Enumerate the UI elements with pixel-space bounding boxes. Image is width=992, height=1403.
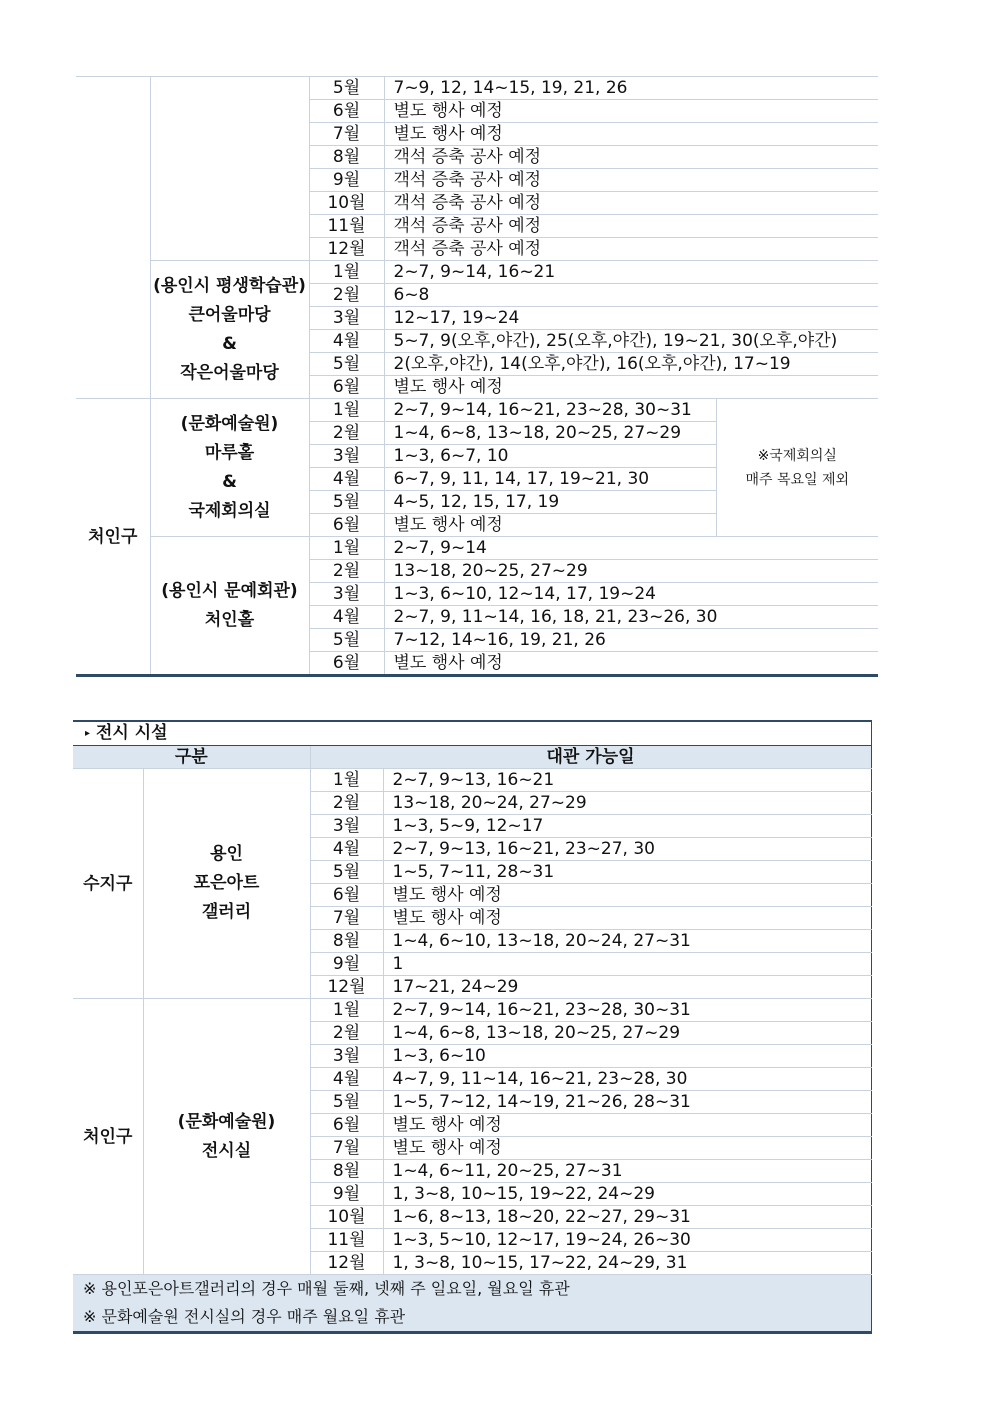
month-cell: 6월: [309, 376, 384, 399]
venue-name-line: 처인홀: [204, 609, 255, 630]
venue-name-line: &: [222, 333, 237, 354]
venue-note: [716, 399, 878, 537]
footnote: ※ 문화예술원 전시실의 경우 매주 월요일 휴관: [73, 1303, 871, 1333]
month-cell: 6월: [309, 100, 384, 123]
dates-cell: 별도 행사 예정: [384, 652, 878, 676]
dates-cell: 2~7, 9~14, 16~21: [384, 261, 878, 284]
dates-cell: 13~18, 20~24, 27~29: [383, 792, 871, 815]
header-category: 구분: [73, 746, 310, 769]
venue-name-line: (문화예술원): [180, 413, 279, 434]
footnote: ※ 용인포은아트갤러리의 경우 매월 둘째, 넷째 주 일요일, 월요일 휴관: [73, 1275, 871, 1304]
venue-name: [150, 399, 309, 537]
dates-cell: 1~3, 6~10, 12~14, 17, 19~24: [384, 583, 878, 606]
month-cell: 2월: [309, 284, 384, 307]
month-cell: 1월: [310, 769, 383, 792]
dates-cell: 1~5, 7~11, 28~31: [383, 861, 871, 884]
venue-name-line: 갤러리: [201, 902, 252, 922]
header-dates: 대관 가능일: [310, 746, 871, 769]
venue-note-line: ※국제회의실: [757, 447, 837, 464]
venue-name-line: 국제회의실: [188, 500, 271, 521]
month-cell: 7월: [310, 907, 383, 930]
dates-cell: 별도 행사 예정: [383, 1114, 871, 1137]
dates-cell: 1~3, 6~10: [383, 1045, 871, 1068]
month-cell: 3월: [309, 445, 384, 468]
month-cell: 4월: [309, 468, 384, 491]
dates-cell: 6~7, 9, 11, 14, 17, 19~21, 30: [384, 468, 716, 491]
month-cell: 9월: [310, 1183, 383, 1206]
month-cell: 3월: [310, 1045, 383, 1068]
month-cell: 11월: [309, 215, 384, 238]
dates-cell: 별도 행사 예정: [383, 1137, 871, 1160]
venue-name: [143, 769, 310, 999]
month-cell: 4월: [309, 330, 384, 353]
district-name: 처인구: [76, 399, 150, 676]
venue-name-line: (용인시 평생학습관): [153, 275, 306, 296]
month-cell: 5월: [309, 491, 384, 514]
table-row: [76, 399, 878, 422]
venue-note-line: 매주 목요일 제외: [745, 471, 850, 488]
month-cell: 2월: [309, 560, 384, 583]
footnote-row: [73, 1275, 871, 1304]
month-cell: 4월: [309, 606, 384, 629]
dates-cell: 2~7, 9~13, 16~21: [383, 769, 871, 792]
table-row: [73, 999, 871, 1022]
month-cell: 9월: [310, 953, 383, 976]
dates-cell: 2(오후,야간), 14(오후,야간), 16(오후,야간), 17~19: [384, 353, 878, 376]
dates-cell: 1~3, 6~7, 10: [384, 445, 716, 468]
venue-name-line: 용인: [210, 844, 243, 864]
dates-cell: 2~7, 9, 11~14, 16, 18, 21, 23~26, 30: [384, 606, 878, 629]
month-cell: 10월: [309, 192, 384, 215]
month-cell: 1월: [309, 261, 384, 284]
dates-cell: 5~7, 9(오후,야간), 25(오후,야간), 19~21, 30(오후,야간): [384, 330, 878, 353]
venue-name-line: 포은아트: [193, 873, 260, 893]
month-cell: 4월: [310, 838, 383, 861]
month-cell: 11월: [310, 1229, 383, 1252]
month-cell: 1월: [309, 399, 384, 422]
table-row: [76, 77, 878, 100]
venue-name: [150, 537, 309, 676]
month-cell: 7월: [310, 1137, 383, 1160]
month-cell: 5월: [309, 77, 384, 100]
table-row: [73, 769, 871, 792]
district-name: 수지구: [73, 769, 143, 999]
dates-cell: 객석 증축 공사 예정: [384, 146, 878, 169]
performance-schedule-table: [76, 76, 878, 677]
dates-cell: 12~17, 19~24: [384, 307, 878, 330]
venue-name: [150, 261, 309, 399]
venue-name-line: 전시실: [201, 1140, 252, 1161]
dates-cell: 1: [383, 953, 871, 976]
month-cell: 8월: [309, 146, 384, 169]
month-cell: 12월: [309, 238, 384, 261]
dates-cell: 객석 증축 공사 예정: [384, 215, 878, 238]
month-cell: 8월: [310, 1160, 383, 1183]
dates-cell: 7~12, 14~16, 19, 21, 26: [384, 629, 878, 652]
dates-cell: 1, 3~8, 10~15, 17~22, 24~29, 31: [383, 1252, 871, 1275]
exhibition-schedule-table: [73, 720, 872, 1334]
section-title-text: 전시 시설: [95, 723, 168, 743]
bullet-icon: ▸: [85, 728, 91, 739]
dates-cell: 4~7, 9, 11~14, 16~21, 23~28, 30: [383, 1068, 871, 1091]
dates-cell: 1~6, 8~13, 18~20, 22~27, 29~31: [383, 1206, 871, 1229]
dates-cell: 별도 행사 예정: [383, 884, 871, 907]
dates-cell: 2~7, 9~14: [384, 537, 878, 560]
dates-cell: 객석 증축 공사 예정: [384, 192, 878, 215]
dates-cell: 2~7, 9~14, 16~21, 23~28, 30~31: [383, 999, 871, 1022]
month-cell: 5월: [309, 353, 384, 376]
month-cell: 2월: [309, 422, 384, 445]
table-row: [76, 261, 878, 284]
footnote-row: [73, 1303, 871, 1333]
month-cell: 12월: [310, 976, 383, 999]
venue-name-line: &: [222, 471, 237, 492]
venue-name-line: 큰어울마당: [188, 304, 271, 325]
dates-cell: 객석 증축 공사 예정: [384, 169, 878, 192]
dates-cell: 1~5, 7~12, 14~19, 21~26, 28~31: [383, 1091, 871, 1114]
month-cell: 6월: [310, 1114, 383, 1137]
dates-cell: 17~21, 24~29: [383, 976, 871, 999]
venue-name-line: 작은어울마당: [180, 362, 279, 383]
dates-cell: 2~7, 9~14, 16~21, 23~28, 30~31: [384, 399, 716, 422]
section-title: [73, 721, 871, 746]
month-cell: 7월: [309, 123, 384, 146]
month-cell: 12월: [310, 1252, 383, 1275]
dates-cell: 별도 행사 예정: [383, 907, 871, 930]
month-cell: 1월: [310, 999, 383, 1022]
venue-name-line: (문화예술원): [177, 1111, 276, 1132]
dates-cell: 별도 행사 예정: [384, 100, 878, 123]
month-cell: 5월: [310, 861, 383, 884]
dates-cell: 1~4, 6~8, 13~18, 20~25, 27~29: [384, 422, 716, 445]
month-cell: 2월: [310, 792, 383, 815]
month-cell: 4월: [310, 1068, 383, 1091]
month-cell: 6월: [309, 514, 384, 537]
dates-cell: 1~3, 5~10, 12~17, 19~24, 26~30: [383, 1229, 871, 1252]
month-cell: 6월: [309, 652, 384, 676]
dates-cell: 별도 행사 예정: [384, 123, 878, 146]
district-name: 처인구: [73, 999, 143, 1275]
month-cell: 5월: [310, 1091, 383, 1114]
month-cell: 1월: [309, 537, 384, 560]
dates-cell: 4~5, 12, 15, 17, 19: [384, 491, 716, 514]
table-row: [76, 537, 878, 560]
dates-cell: 별도 행사 예정: [384, 376, 878, 399]
dates-cell: 1~4, 6~10, 13~18, 20~24, 27~31: [383, 930, 871, 953]
month-cell: 8월: [310, 930, 383, 953]
dates-cell: 1~4, 6~11, 20~25, 27~31: [383, 1160, 871, 1183]
venue-name-line: (용인시 문예회관): [161, 580, 298, 601]
venue-cell-blank: [150, 77, 309, 261]
month-cell: 3월: [309, 307, 384, 330]
dates-cell: 2~7, 9~13, 16~21, 23~27, 30: [383, 838, 871, 861]
dates-cell: 13~18, 20~25, 27~29: [384, 560, 878, 583]
dates-cell: 1, 3~8, 10~15, 19~22, 24~29: [383, 1183, 871, 1206]
month-cell: 9월: [309, 169, 384, 192]
month-cell: 3월: [309, 583, 384, 606]
month-cell: 6월: [310, 884, 383, 907]
dates-cell: 7~9, 12, 14~15, 19, 21, 26: [384, 77, 878, 100]
district-cell-blank: [76, 77, 150, 399]
month-cell: 10월: [310, 1206, 383, 1229]
venue-name: [143, 999, 310, 1275]
month-cell: 3월: [310, 815, 383, 838]
dates-cell: 객석 증축 공사 예정: [384, 238, 878, 261]
dates-cell: 1~3, 5~9, 12~17: [383, 815, 871, 838]
dates-cell: 6~8: [384, 284, 878, 307]
dates-cell: 별도 행사 예정: [384, 514, 716, 537]
venue-name-line: 마루홀: [204, 442, 255, 463]
month-cell: 2월: [310, 1022, 383, 1045]
month-cell: 5월: [309, 629, 384, 652]
dates-cell: 1~4, 6~8, 13~18, 20~25, 27~29: [383, 1022, 871, 1045]
